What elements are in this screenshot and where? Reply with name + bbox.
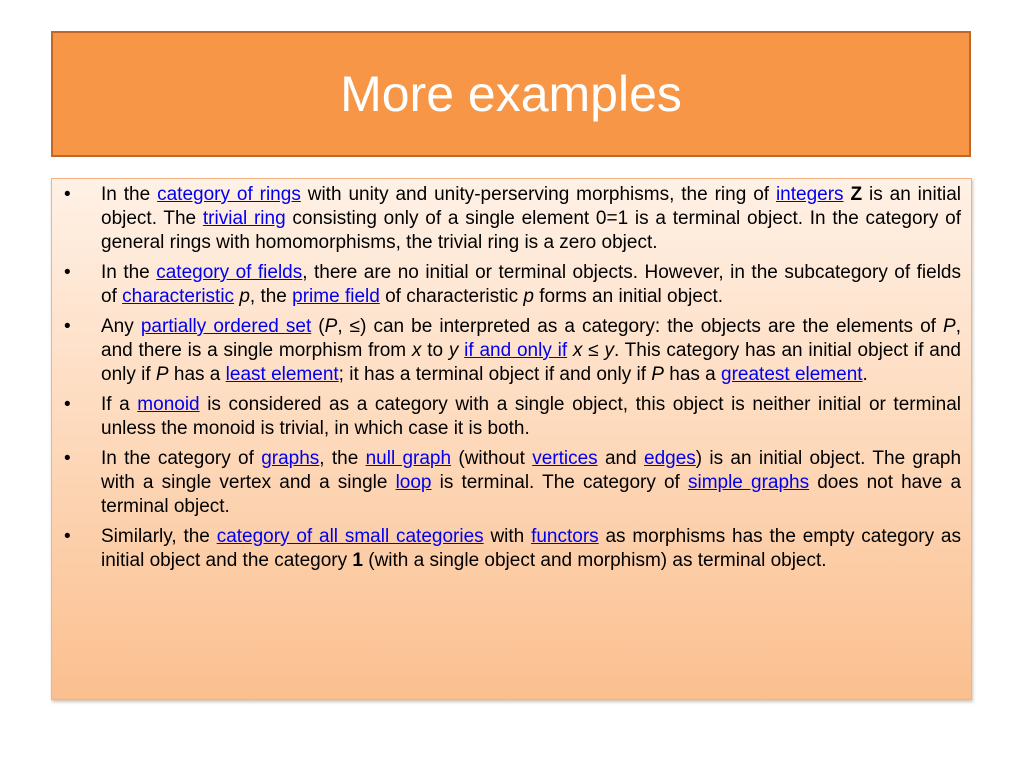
bullet-item <box>62 315 961 387</box>
text-segment: is terminal. The category of <box>431 472 688 493</box>
italic-variable: P <box>324 316 338 337</box>
hyperlink[interactable]: greatest element <box>721 364 863 385</box>
text-segment: ( <box>311 316 325 337</box>
text-segment: forms an initial object. <box>534 286 724 307</box>
bold-text: Z <box>850 184 863 205</box>
hyperlink[interactable]: graphs <box>261 448 320 469</box>
italic-variable: P <box>651 364 664 385</box>
bullet-item <box>62 183 961 255</box>
text-segment: has a <box>168 364 226 385</box>
text-segment: , the <box>249 286 293 307</box>
hyperlink[interactable]: trivial ring <box>202 208 286 229</box>
text-segment: Similarly, the <box>101 526 217 547</box>
bullet-item <box>62 447 961 519</box>
content-box <box>51 178 972 700</box>
text-segment: (with a single object and morphism) as terminal object. <box>362 550 827 571</box>
hyperlink[interactable]: simple graphs <box>687 472 810 493</box>
bullet-marker: • <box>64 262 71 283</box>
text-segment: ) is an initial object. The graph with a single vertex and a single <box>101 448 962 493</box>
title-banner <box>51 31 971 157</box>
italic-variable: y <box>448 340 459 361</box>
text-segment: Any <box>101 316 141 337</box>
text-segment: , and there is a single morphism from <box>101 316 961 361</box>
text-segment: ; it has a terminal object if and only if <box>338 364 652 385</box>
hyperlink[interactable]: characteristic <box>122 286 235 307</box>
hyperlink[interactable]: least element <box>225 364 339 385</box>
text-segment: . This category has an initial object if and only if <box>101 340 961 385</box>
hyperlink[interactable]: category of rings <box>157 184 301 205</box>
text-segment: and <box>597 448 644 469</box>
hyperlink[interactable]: edges <box>644 448 696 469</box>
text-segment: ≤ <box>582 340 605 361</box>
hyperlink[interactable]: category of fields <box>156 262 303 283</box>
text-segment: , the <box>319 448 366 469</box>
hyperlink[interactable]: functors <box>531 526 599 547</box>
text-segment: (without <box>451 448 533 469</box>
text-segment: as morphisms has the empty category as initial object and the category <box>101 526 962 571</box>
bullet-list <box>62 183 961 573</box>
hyperlink[interactable]: monoid <box>137 394 200 415</box>
bullet-item <box>62 525 961 573</box>
text-segment: , ≤) can be interpreted as a category: the objects are the elements of <box>337 316 944 337</box>
text-segment: is considered as a category with a single object, this object is neither initial or terminal unless the monoid is trivial, in which case it is both. <box>101 394 961 439</box>
hyperlink[interactable]: integers <box>775 184 844 205</box>
text-segment: with unity and unity-perserving morphisms, the ring of <box>300 184 776 205</box>
text-segment: . <box>862 364 868 385</box>
hyperlink[interactable]: if and only if <box>464 340 568 361</box>
hyperlink[interactable]: prime field <box>292 286 380 307</box>
italic-variable: y <box>604 340 614 361</box>
bullet-marker: • <box>64 526 71 547</box>
bullet-marker: • <box>64 394 71 415</box>
text-segment: to <box>421 340 449 361</box>
text-segment: of characteristic <box>379 286 524 307</box>
italic-variable: P <box>943 316 956 337</box>
text-segment: does not have a terminal object. <box>101 472 962 517</box>
text-segment: In the category of <box>101 448 262 469</box>
slide-title: More examples <box>340 66 682 122</box>
hyperlink[interactable]: null graph <box>365 448 452 469</box>
italic-variable: x <box>572 340 583 361</box>
text-segment: If a <box>101 394 138 415</box>
bullet-marker: • <box>64 316 71 337</box>
text-segment: In the <box>101 262 157 283</box>
text-segment: In the <box>101 184 158 205</box>
text-segment: , there are no initial or terminal objects. However, in the subcategory of fields of <box>101 262 961 307</box>
text-segment: is an initial object. The <box>101 184 961 229</box>
hyperlink[interactable]: loop <box>395 472 432 493</box>
text-segment: consisting only of a single element 0=1 is a terminal object. In the category of general rings with homomorphisms, the trivial ring is a zero object. <box>101 208 961 253</box>
bullet-marker: • <box>64 448 71 469</box>
bullet-item <box>62 393 961 441</box>
italic-variable: p <box>523 286 534 307</box>
bold-text: 1 <box>352 550 363 571</box>
bullet-item <box>62 261 961 309</box>
hyperlink[interactable]: partially ordered set <box>140 316 312 337</box>
text-segment: has a <box>663 364 722 385</box>
italic-variable: x <box>411 340 422 361</box>
italic-variable: p <box>239 286 250 307</box>
hyperlink[interactable]: category of all small categories <box>216 526 484 547</box>
text-segment: with <box>483 526 532 547</box>
italic-variable: P <box>155 364 169 385</box>
bullet-marker: • <box>64 184 71 205</box>
hyperlink[interactable]: vertices <box>532 448 598 469</box>
